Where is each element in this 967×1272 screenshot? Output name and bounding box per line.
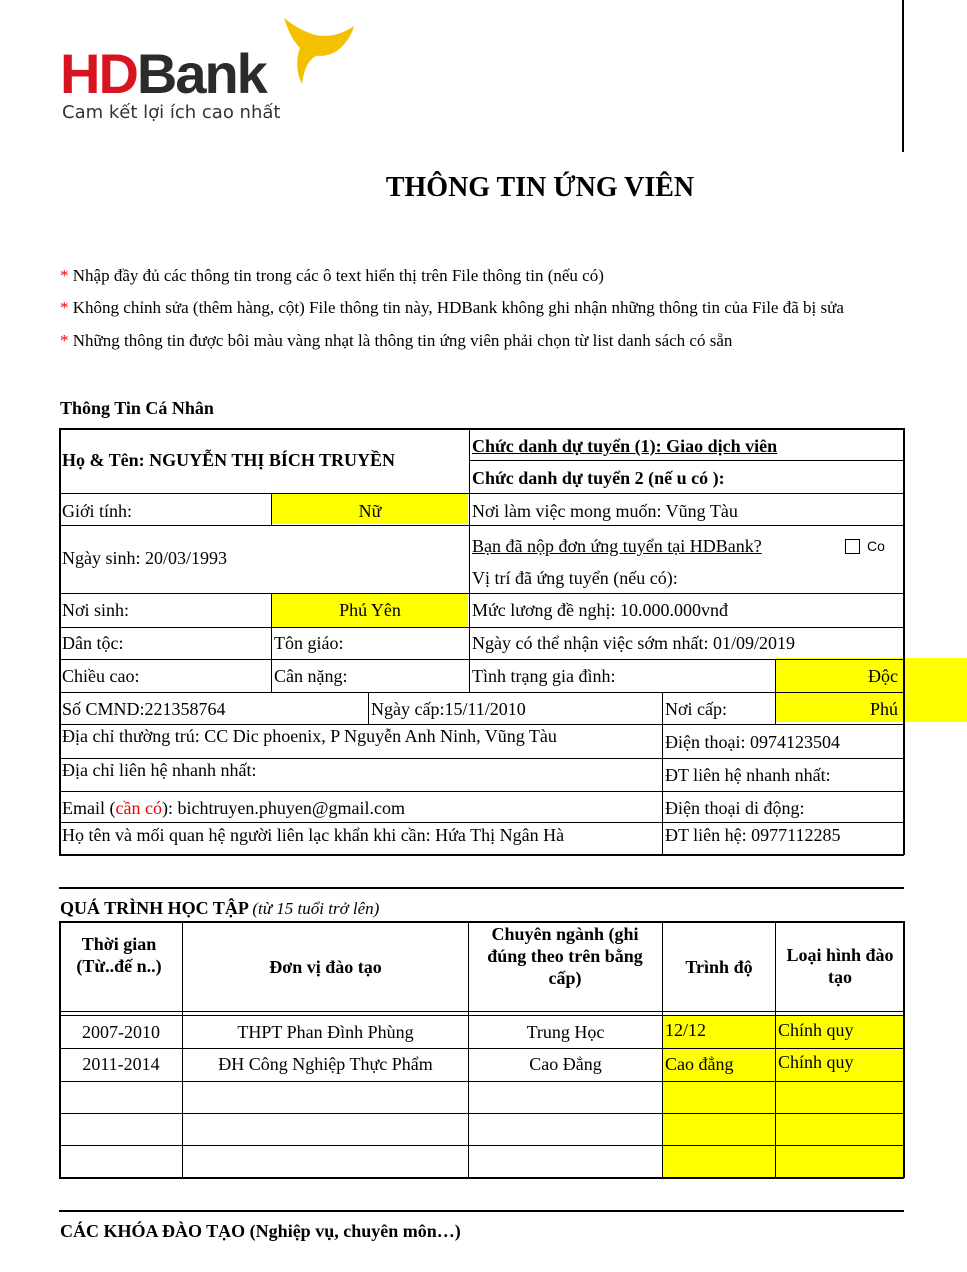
edu-row-1-institution: THPT Phan Đình Phùng: [237, 1022, 414, 1042]
workplace: Nơi làm việc mong muốn: Vũng Tàu: [472, 501, 738, 521]
note-3: [60, 331, 732, 351]
marital-label: Tình trạng gia đình:: [472, 666, 616, 686]
applied-position: Vị trí đã ứng tuyển (nếu có):: [472, 568, 678, 588]
religion: Tôn giáo:: [274, 633, 344, 653]
ethnicity: Dân tộc:: [62, 633, 124, 653]
issue-place-value[interactable]: Phú: [869, 699, 898, 719]
education-note: (từ 15 tuổi trở lên): [252, 899, 380, 918]
email-required: cần có: [115, 798, 162, 818]
email-prefix: Email (: [62, 798, 116, 818]
note-2: [60, 298, 844, 318]
dob: Ngày sinh: 20/03/1993: [62, 548, 227, 568]
training-section-title: CÁC KHÓA ĐÀO TẠO (Nghiệp vụ, chuyên môn…): [60, 1221, 461, 1241]
emergency-phone: ĐT liên hệ: 0977112285: [665, 825, 841, 845]
table-line: [59, 493, 904, 494]
note-text: Không chỉnh sửa (thêm hàng, cột) File thông tin này, HDBank không ghi nhận những thông tin của File đã bị sửa: [72, 298, 844, 317]
table-line: [662, 692, 663, 855]
applied-checkbox-label: Co: [867, 538, 885, 554]
salary: Mức lương đề nghị: 10.000.000vnđ: [472, 600, 729, 620]
table-line: [59, 791, 904, 792]
quick-phone: ĐT liên hệ nhanh nhất:: [665, 765, 831, 785]
table-line: [59, 1145, 904, 1146]
header-training-type: Loại hình đào tạo: [786, 945, 894, 987]
table-line: [59, 1011, 904, 1012]
table-line: [59, 525, 904, 526]
start-date: Ngày có thể nhận việc sớm nhất: 01/09/2019: [472, 633, 795, 653]
applied-checkbox[interactable]: [845, 539, 860, 554]
header-institution: Đơn vị đào tạo: [269, 957, 382, 977]
table-line: [59, 724, 904, 725]
logo-hd: HD: [60, 42, 137, 105]
note-1: [60, 266, 604, 286]
table-line: [59, 1113, 904, 1114]
header-level: Trình độ: [685, 957, 753, 977]
table-border: [903, 428, 905, 855]
page-edge-line: [902, 0, 904, 152]
table-border: [59, 1177, 904, 1179]
note-marker: *: [60, 266, 69, 285]
email: [62, 799, 405, 817]
edu-row-2-institution: ĐH Công Nghiệp Thực Phẩm: [218, 1054, 433, 1074]
table-line: [59, 627, 904, 628]
section-divider: [59, 887, 904, 889]
personal-section-title: Thông Tin Cá Nhân: [60, 398, 214, 418]
page-title: THÔNG TIN ỨNG VIÊN: [385, 172, 695, 203]
table-line: [59, 1048, 904, 1049]
header-major: Chuyên ngành (ghi đúng theo trên bằng cấp): [487, 924, 643, 988]
table-line: [470, 460, 904, 461]
phone: Điện thoại: 0974123504: [665, 732, 840, 752]
height: Chiều cao:: [62, 666, 140, 686]
id-number: Số CMND:221358764: [62, 699, 226, 719]
logo-tagline: Cam kết lợi ích cao nhất: [62, 102, 281, 123]
table-line: [775, 921, 776, 1178]
position-1: Chức danh dự tuyển (1): Giao dịch viên: [472, 436, 778, 456]
table-line: [59, 1081, 904, 1082]
position-2: Chức danh dự tuyển 2 (nế u có ):: [472, 468, 725, 488]
note-marker: *: [60, 331, 69, 350]
table-line: [59, 692, 904, 693]
weight: Cân nặng:: [274, 666, 348, 686]
table-border: [903, 921, 905, 1178]
table-line: [469, 428, 470, 692]
education-highlight: [663, 1016, 903, 1177]
section-divider: [59, 1210, 904, 1212]
full-name: Họ & Tên: NGUYỄN THỊ BÍCH TRUYỀN: [62, 450, 396, 470]
education-section-title: [60, 898, 379, 919]
gender-value[interactable]: Nữ: [358, 501, 382, 521]
logo-bank: Bank: [136, 42, 266, 105]
hdbank-logo: [60, 14, 350, 124]
permanent-address: Địa chỉ thường trú: CC Dic phoenix, P Nguyễn Anh Ninh, Vũng Tàu: [62, 726, 557, 746]
note-marker: *: [60, 298, 69, 317]
mobile: Điện thoại di động:: [665, 798, 805, 818]
table-line: [59, 1015, 904, 1016]
edu-row-1-training-type[interactable]: Chính quy: [778, 1020, 854, 1040]
education-title: QUÁ TRÌNH HỌC TẬP: [60, 898, 248, 918]
edu-row-2-major: Cao Đẳng: [529, 1054, 602, 1074]
birthplace-value[interactable]: Phú Yên: [339, 600, 401, 620]
note-text: Những thông tin được bôi màu vàng nhạt là thông tin ứng viên phải chọn từ list danh sách có sẵn: [72, 331, 733, 350]
edu-row-2-level[interactable]: Cao đẳng: [665, 1054, 734, 1074]
logo-gold-swoosh-icon: [278, 14, 358, 86]
edu-row-1-major: Trung Học: [526, 1022, 605, 1042]
issue-date: Ngày cấp:15/11/2010: [371, 699, 526, 719]
note-text: Nhập đầy đủ các thông tin trong các ô text hiển thị trên File thông tin (nếu có): [72, 266, 604, 285]
table-line: [59, 758, 904, 759]
issue-place-label: Nơi cấp:: [665, 699, 727, 719]
table-line: [368, 692, 369, 724]
edu-row-2-time: 2011-2014: [82, 1054, 160, 1074]
table-line: [468, 921, 469, 1178]
email-value: ): bichtruyen.phuyen@gmail.com: [161, 798, 405, 818]
edu-row-2-training-type[interactable]: Chính quy: [778, 1052, 854, 1072]
edu-row-1-time: 2007-2010: [82, 1022, 160, 1042]
header-time: Thời gian (Từ..đế n..): [76, 934, 162, 976]
contact-address: Địa chỉ liên hệ nhanh nhất:: [62, 760, 257, 780]
table-line: [59, 593, 904, 594]
table-border: [59, 428, 904, 430]
table-line: [59, 822, 904, 823]
edu-row-1-level[interactable]: 12/12: [665, 1020, 707, 1040]
table-border: [59, 921, 61, 1178]
table-line: [59, 659, 904, 660]
emergency-contact: Họ tên và mối quan hệ người liên lạc khẩn khi cần: Hứa Thị Ngân Hà: [62, 825, 565, 845]
birthplace-label: Nơi sinh:: [62, 600, 130, 620]
table-border: [59, 428, 61, 855]
table-border: [59, 854, 904, 856]
applied-question: Bạn đã nộp đơn ứng tuyển tại HDBank?: [472, 536, 762, 556]
gender-label: Giới tính:: [62, 501, 133, 521]
marital-value[interactable]: Độc: [868, 666, 898, 686]
